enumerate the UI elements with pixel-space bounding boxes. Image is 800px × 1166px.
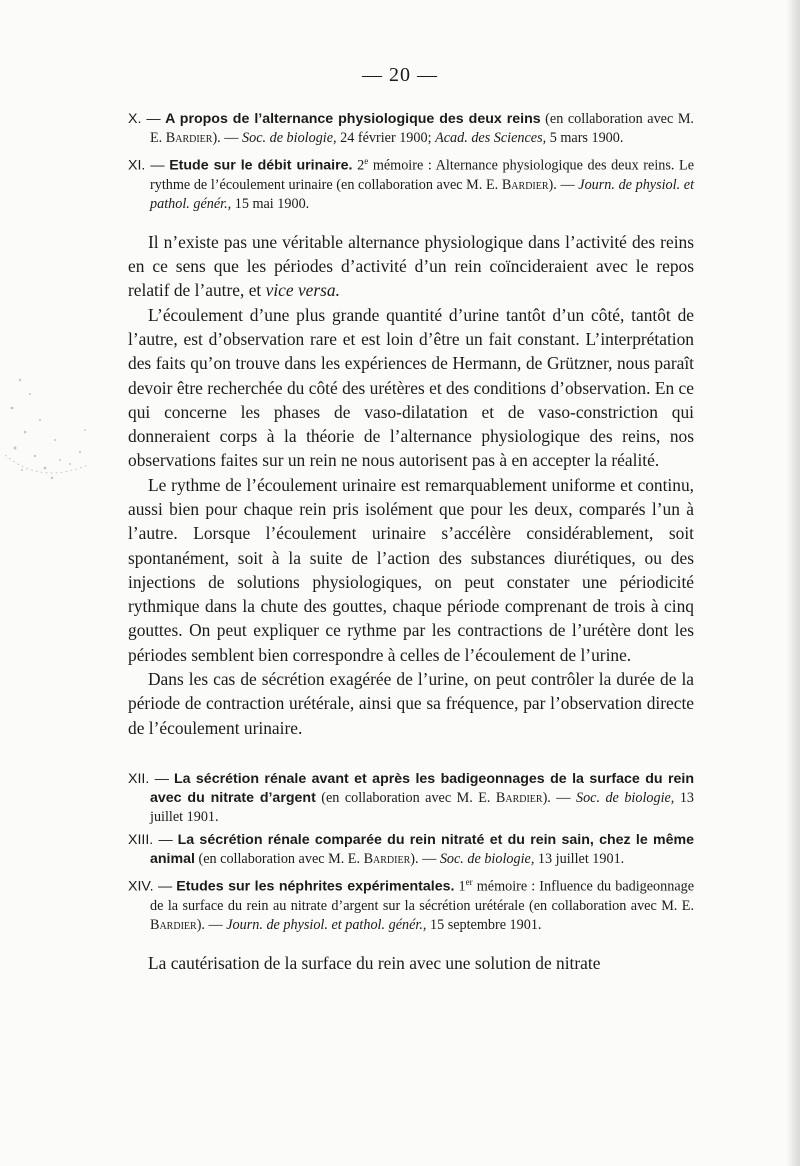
page-number: — 20 — <box>362 64 438 86</box>
paragraph-alternance: Il n’existe pas une véritable alternance physiologique dans l’activité des reins en ce sens que les périodes d’activité d’un rein coïncideraient avec le repos relatif de l’autre, et vice versa. <box>128 231 694 301</box>
paragraph-cauterisation: La cautérisation de la surface du rein avec une solution de nitrate <box>148 952 601 973</box>
page-spine-shadow <box>786 0 800 1166</box>
reference-x: X. — A propos de l’alternance physiologique des deux reins (en collaboration avec M. E. Bardier). — Soc. de biologie, 24 février 1900; Acad. des Sciences, 5 mars 1900. <box>128 111 694 146</box>
paragraph-rythme: Le rythme de l’écoulement urinaire est remarquablement uniforme et continu, aussi bien pour chaque rein pris isolément que pour les deux, comparés l’un à l’autre. Lorsque l’écoulement urinaire s’accélère considérablement, soit spontanément, soit à la suite de l’action des substances diurétiques, ou des injections de solutions physiologiques, on peut constater une périodicité rythmique dans la chute des gouttes, chaque période comprenant de trois à cinq gouttes. On peut expliquer ce rythme par les contractions de l’urétère dont les périodes semblent bien correspondre à celles de l’écoulement de l’urine. <box>128 474 694 665</box>
paragraph-secretion: Dans les cas de sécrétion exagérée de l’urine, on peut contrôler la durée de la période de contraction urétérale, ainsi que sa fréquence, par l’observation directe de l’écoulement urinaire. <box>128 669 694 738</box>
reference-xiii: XIII. — La sécrétion rénale comparée du rein nitraté et du rein sain, chez le même animal (en collaboration avec M. E. Bardier). — Soc. de biologie, 13 juillet 1901. <box>128 831 695 867</box>
page-smudge <box>0 360 95 490</box>
reference-xii: XII. — La sécrétion rénale avant et après les badigeonnages de la surface du rein avec du nitrate d’argent (en collaboration avec M. E. Bardier). — Soc. de biologie, 13 juillet 1901. <box>128 770 695 825</box>
reference-xiv: XIV. — Etudes sur les néphrites expérimentales. 1er mémoire : Influence du badigeonnage de la surface du rein au nitrate d’argent sur la sécrétion urétérale (en collaboration avec M. E. Bardier). — Journ. de physiol. et pathol. génér., 15 septembre 1901. <box>128 876 695 933</box>
page-content <box>128 110 694 975</box>
paragraph-ecoulement: L’écoulement d’une plus grande quantité d’urine tantôt d’un côté, tantôt de l’autre, est d’observation rare et est loin d’être un fait constant. L’interprétation des faits qu’on trouve dans les expériences de Hermann, de Grützner, nous paraît devoir être recherchée du côté des urétères et des conditions d’observation. En ce qui concerne les phases de vaso-dilatation et de vaso-constriction qui donneraient corps à la théorie de l’alternance physiologique des reins, nos observations faites sur un rein ne nous autorisent pas à en accepter la réalité. <box>128 304 694 471</box>
reference-xi: XI. — Etude sur le débit urinaire. 2e mémoire : Alternance physiologique des deux reins. Le rythme de l’écoulement urinaire (en collaboration avec M. E. Bardier). — Journ. de physiol. et pathol. génér., 15 mai 1900. <box>128 156 695 212</box>
